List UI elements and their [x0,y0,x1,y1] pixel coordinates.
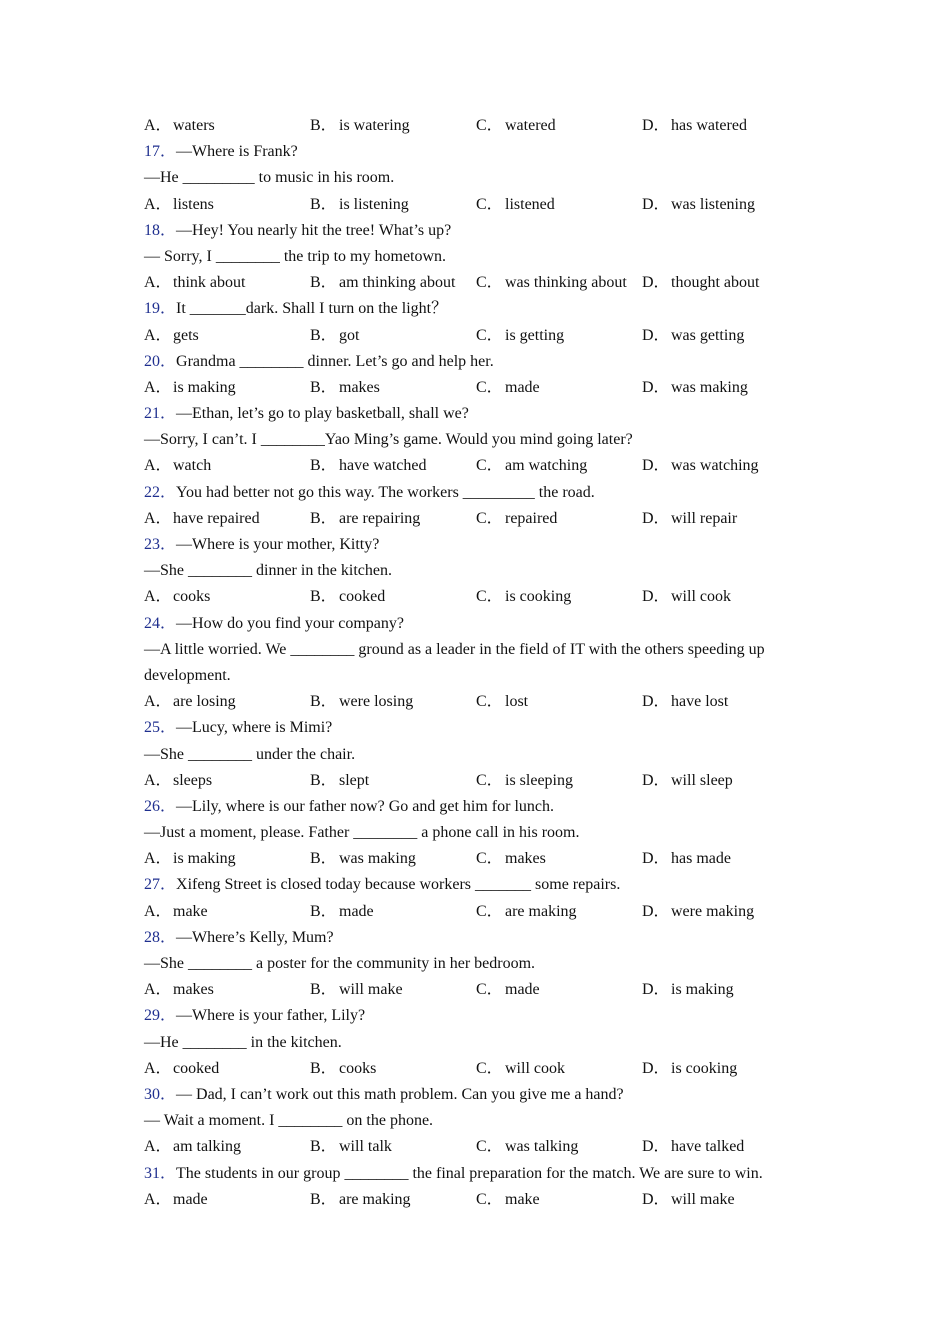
option-letter: C． [476,902,503,920]
option-letter: D． [642,326,670,344]
option-text: is watering [339,117,410,134]
option-b [310,1187,476,1213]
option-text: cooked [173,1059,220,1077]
option-c [476,192,642,218]
option-d [642,977,802,1003]
option-text: lost [505,693,529,711]
question-stem [144,1082,804,1108]
option-letter: C． [476,457,503,475]
question-line: —She ________ dinner in the kitchen. [144,562,392,580]
option-text: am talking [173,1138,241,1156]
option-letter: A． [144,850,172,868]
question-stem [144,218,804,244]
option-row [144,1056,804,1082]
option-letter: C． [476,981,503,999]
question-number: 22． [144,483,177,501]
option-text: is listening [339,195,409,213]
option-a [144,846,310,872]
option-letter: B． [310,1138,337,1156]
question-line: — Wait a moment. I ________ on the phone. [144,1112,434,1130]
option-text: makes [173,981,214,999]
option-letter: B． [310,378,337,396]
question-stem [144,715,804,741]
option-row [144,506,804,532]
option-text: is getting [505,326,565,344]
option-letter: D． [642,850,670,868]
option-letter: B． [310,902,337,920]
option-text: listened [505,195,555,213]
option-a [144,1187,310,1213]
question-text: The students in our group ________ the final preparation for the match. We are sure to win. [176,1164,763,1182]
option-text: have talked [671,1138,745,1156]
worksheet [144,113,804,1213]
option-letter: C． [476,117,503,134]
option-b [310,1134,476,1160]
question-stem [144,1003,804,1029]
option-letter: B． [310,981,337,999]
option-letter: B． [310,509,337,527]
option-letter: D． [642,274,670,292]
option-text: got [339,326,360,344]
option-c [476,453,642,479]
question-number: 26． [144,797,177,815]
option-d [642,270,802,296]
question-stem [144,480,804,506]
option-text: watch [173,457,212,475]
option-text: will make [339,981,403,999]
question-line: —A little worried. We ________ ground as a leader in the field of IT with the others speeding up development. [144,640,765,684]
option-text: are losing [173,693,236,711]
question-number: 18． [144,221,177,239]
question-line: —She ________ a poster for the community in her bedroom. [144,955,536,973]
option-c [476,270,642,296]
option-c [476,1134,642,1160]
option-text: am thinking about [339,274,456,292]
option-letter: C． [476,195,503,213]
option-letter: D． [642,457,670,475]
option-text: was talking [505,1138,579,1156]
option-d [642,768,802,794]
option-text: have repaired [173,509,260,527]
option-letter: A． [144,195,172,213]
option-letter: B． [310,326,337,344]
option-c [476,506,642,532]
option-text: are making [339,1190,411,1208]
question-number: 29． [144,1007,177,1025]
option-letter: D． [642,117,670,134]
option-d [642,506,802,532]
option-text: cooks [339,1059,377,1077]
option-letter: B． [310,1059,337,1077]
question-number: 31． [144,1164,177,1182]
option-b [310,323,476,349]
option-a [144,1134,310,1160]
option-b [310,192,476,218]
option-letter: C． [476,326,503,344]
option-text: were losing [339,693,414,711]
option-c [476,113,642,139]
option-b [310,977,476,1003]
option-b [310,768,476,794]
question-text: It _______dark. Shall I turn on the light？ [176,300,448,318]
option-d [642,1134,802,1160]
option-letter: B． [310,117,337,134]
option-row [144,584,804,610]
question-number: 24． [144,614,177,632]
option-letter: D． [642,771,670,789]
option-text: made [173,1190,208,1208]
option-letter: A． [144,902,172,920]
option-letter: A． [144,693,172,711]
option-row [144,323,804,349]
option-letter: C． [476,378,503,396]
option-b [310,846,476,872]
question-number: 21． [144,405,177,423]
option-b [310,375,476,401]
option-letter: C． [476,509,503,527]
option-text: have watched [339,457,427,475]
option-text: makes [505,850,546,868]
option-row [144,846,804,872]
option-d [642,453,802,479]
option-d [642,113,802,139]
option-c [476,584,642,610]
option-text: has watered [671,117,747,134]
question-stem [144,139,804,165]
question-text: —Where is Frank? [176,143,298,161]
option-row [144,453,804,479]
question-stem [144,925,804,951]
question-stem [144,296,804,322]
option-letter: C． [476,1190,503,1208]
option-letter: D． [642,981,670,999]
option-text: think about [173,274,246,292]
option-a [144,584,310,610]
option-letter: D． [642,195,670,213]
option-letter: A． [144,1138,172,1156]
option-letter: B． [310,457,337,475]
option-text: was making [339,850,416,868]
option-b [310,899,476,925]
option-letter: C． [476,588,503,606]
question-stem [144,1161,804,1187]
option-letter: A． [144,117,172,134]
question-line: — Sorry, I ________ the trip to my hometown. [144,247,447,265]
option-letter: D． [642,588,670,606]
option-a [144,375,310,401]
option-d [642,689,802,715]
option-letter: D． [642,378,670,396]
option-c [476,846,642,872]
option-letter: C． [476,1138,503,1156]
option-d [642,192,802,218]
option-text: make [173,902,208,920]
option-letter: A． [144,274,172,292]
option-b [310,1056,476,1082]
option-row [144,192,804,218]
option-row [144,977,804,1003]
option-text: gets [173,326,199,344]
option-text: was thinking about [505,274,627,292]
lead-option-row [144,113,804,139]
option-text: were making [671,902,755,920]
option-d [642,899,802,925]
option-letter: D． [642,1138,670,1156]
option-row [144,1187,804,1213]
option-row [144,689,804,715]
option-a [144,899,310,925]
option-text: is cooking [505,588,572,606]
option-text: makes [339,378,380,396]
question-stem [144,611,804,637]
option-letter: D． [642,509,670,527]
option-letter: B． [310,1190,337,1208]
option-b [310,113,476,139]
question-stem [144,349,804,375]
option-letter: C． [476,1059,503,1077]
question-text: Grandma ________ dinner. Let’s go and help her. [176,352,494,370]
question-line: —Just a moment, please. Father ________ a phone call in his room. [144,824,580,842]
option-text: was getting [671,326,745,344]
option-text: was watching [671,457,759,475]
option-letter: A． [144,981,172,999]
option-text: make [505,1190,540,1208]
option-c [476,899,642,925]
option-letter: A． [144,588,172,606]
option-a [144,270,310,296]
option-c [476,375,642,401]
question-stem [144,401,804,427]
option-d [642,1187,802,1213]
option-text: cooked [339,588,386,606]
question-text: —How do you find your company? [176,614,404,632]
option-a [144,323,310,349]
question-text: —Lily, where is our father now? Go and get him for lunch. [176,797,554,815]
question-text: —Ethan, let’s go to play basketball, shall we? [176,405,469,423]
option-letter: B． [310,274,337,292]
option-text: made [505,981,540,999]
option-text: was listening [671,195,755,213]
option-letter: C． [476,850,503,868]
option-text: am watching [505,457,588,475]
option-c [476,323,642,349]
option-letter: B． [310,195,337,213]
option-c [476,977,642,1003]
option-b [310,453,476,479]
option-text: slept [339,771,370,789]
option-a [144,113,310,139]
option-text: waters [173,117,215,134]
question-text: — Dad, I can’t work out this math problem. Can you give me a hand? [176,1085,624,1103]
option-row [144,375,804,401]
option-letter: B． [310,693,337,711]
option-text: will repair [671,509,738,527]
option-row [144,768,804,794]
option-a [144,768,310,794]
question-number: 30． [144,1085,177,1103]
option-text: cooks [173,588,211,606]
question-stem [144,872,804,898]
option-text: repaired [505,509,558,527]
option-letter: C． [476,274,503,292]
question-text: —Where is your mother, Kitty? [176,536,380,553]
option-a [144,689,310,715]
question-text: You had better not go this way. The workers _________ the road. [176,483,595,501]
option-b [310,689,476,715]
question-stem [144,532,804,558]
option-a [144,192,310,218]
option-letter: A． [144,457,172,475]
question-number: 20． [144,352,177,370]
option-text: will cook [671,588,731,606]
question-line: —He ________ in the kitchen. [144,1033,342,1051]
option-row [144,1134,804,1160]
option-text: is making [671,981,734,999]
option-b [310,584,476,610]
option-letter: D． [642,1059,670,1077]
option-c [476,768,642,794]
question-line: —Sorry, I can’t. I ________Yao Ming’s game. Would you mind going later? [144,431,633,449]
option-letter: B． [310,588,337,606]
option-letter: C． [476,771,503,789]
option-b [310,270,476,296]
option-a [144,506,310,532]
question-number: 19． [144,300,177,318]
option-text: is making [173,850,236,868]
option-row [144,270,804,296]
option-letter: A． [144,1190,172,1208]
option-text: made [339,902,374,920]
question-line: —He _________ to music in his room. [144,169,395,187]
option-c [476,1056,642,1082]
option-d [642,1056,802,1082]
question-text: —Lucy, where is Mimi? [176,719,333,737]
question-number: 23． [144,536,177,553]
option-text: is sleeping [505,771,573,789]
option-text: is cooking [671,1059,738,1077]
option-row [144,899,804,925]
option-letter: A． [144,509,172,527]
option-b [310,506,476,532]
question-number: 25． [144,719,177,737]
option-a [144,453,310,479]
option-text: listens [173,195,214,213]
option-text: was making [671,378,748,396]
option-c [476,689,642,715]
option-letter: D． [642,693,670,711]
option-text: are making [505,902,577,920]
option-letter: B． [310,850,337,868]
option-d [642,584,802,610]
option-letter: D． [642,902,670,920]
option-text: will cook [505,1059,565,1077]
option-a [144,1056,310,1082]
option-text: sleeps [173,771,213,789]
option-letter: A． [144,1059,172,1077]
question-number: 17． [144,143,177,161]
option-d [642,846,802,872]
question-number: 27． [144,876,177,894]
option-letter: A． [144,378,172,396]
option-text: is making [173,378,236,396]
question-text: —Where is your father, Lily? [176,1007,366,1025]
question-line: —She ________ under the chair. [144,745,356,763]
question-stem [144,794,804,820]
option-text: thought about [671,274,760,292]
option-text: made [505,378,540,396]
option-d [642,323,802,349]
option-letter: B． [310,771,337,789]
option-text: watered [505,117,556,134]
option-text: has made [671,850,731,868]
option-letter: C． [476,693,503,711]
question-text: Xifeng Street is closed today because workers _______ some repairs. [176,876,621,894]
option-a [144,977,310,1003]
question-number: 28． [144,928,177,946]
option-letter: A． [144,771,172,789]
question-text: —Where’s Kelly, Mum? [176,928,334,946]
option-text: will make [671,1190,735,1208]
question-text: —Hey! You nearly hit the tree! What’s up? [176,221,452,239]
option-letter: A． [144,326,172,344]
option-d [642,375,802,401]
option-text: will talk [339,1138,392,1156]
option-c [476,1187,642,1213]
option-text: have lost [671,693,729,711]
option-text: will sleep [671,771,733,789]
option-letter: D． [642,1190,670,1208]
option-text: are repairing [339,509,421,527]
